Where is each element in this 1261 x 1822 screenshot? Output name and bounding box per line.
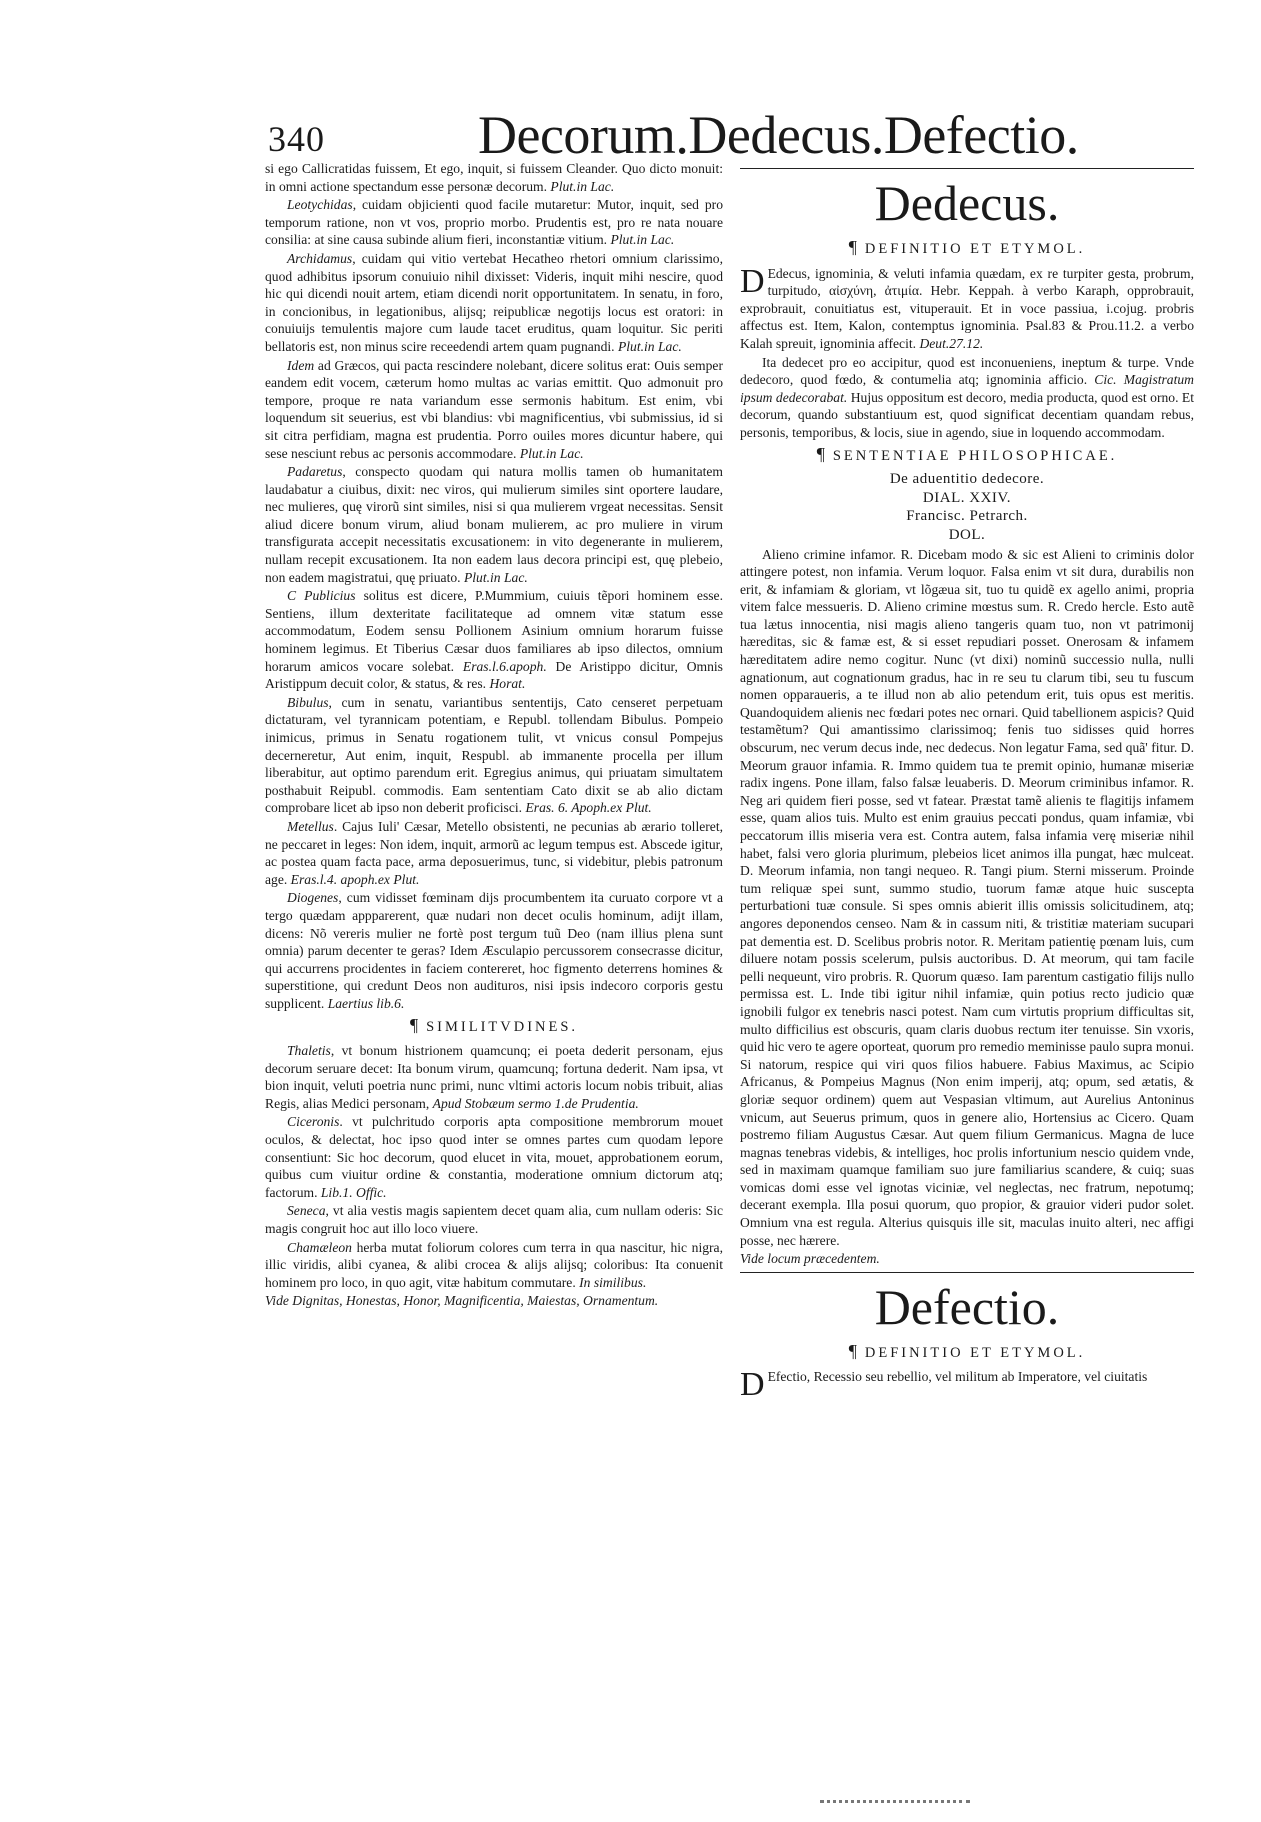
page-number: 340: [268, 119, 325, 159]
pilcrow-icon: ¶: [848, 237, 857, 257]
dialogue-author: Francisc. Petrarch.: [906, 508, 1028, 525]
running-head: Decorum.Dedecus.Defectio.: [478, 105, 1079, 165]
pilcrow-icon: ¶: [409, 1014, 419, 1035]
dialogue-title: De aduentitio dedecore.: [889, 471, 1045, 488]
page-edge-mark: [820, 1800, 970, 1809]
divider: [740, 168, 1194, 169]
paragraph: Ita dedecet pro eo accipitur, quod est inconueniens, ineptum & turpe. Vnde dedecoro, quod fœdo, & contumelia atq; ignominia afficio. Cic. Magistratum ipsum dedecorabat. Hujus oppositum est decoro, media producta, quod est orno. Et decorum, quando substantiuum est, quod significat decentiam quandam rebus, personis, temporibus, & locis, siue in agendo, siue in loquendo accommodam.: [740, 354, 1194, 440]
paragraph: Diogenes, cum vidisset fœminam dijs procumbentem ita curuato corpore vt a tergo quædam appparerent, quæ nudari non decet oculis hominum, adijt illam, dicens: Nõ vereris mulier ne fortè post tergum tuũ Deo (nam illius plena sunt omnia) parum decenter te geras? Idem Æsculapio percussorem consecrasse dicitur, qui accurrens procidentes in faciem contereret, hoc figmento deterrens homines & superstitione, qui credunt Deos non audituros, nisi ipsis indecoro corporis gestu supplicent. Laertius lib.6.: [265, 890, 723, 1011]
pilcrow-icon: ¶: [816, 443, 825, 464]
paragraph: Metellus. Cajus Iuli' Cæsar, Metello obsistenti, ne pecunias ab ærario tolleret, ne peccaret in leges: Non idem, inquit, armorũ ac legum tempus est. Abscede igitur, ac postea quam facta pace, arma deposuerimus, tunc, si videbitur, plebis patronum age. Eras.l.4. apoph.ex Plut.: [265, 818, 723, 887]
entry-heading-defectio: Defectio.: [874, 1278, 1060, 1335]
section-heading-definitio: ¶ DEFINITIO ET ETYMOL.: [848, 237, 1086, 257]
paragraph: Bibulus, cum in senatu, variantibus sententijs, Cato censeret perpetuam dictaturam, vel tyrannicam potentiam, e Republ. tollendam Bibulus. Pompeio inimicus, primus in Senatu rogationem tulit, vt vnicus consul Pompejus decerneretur, Aut enim, inquit, Respubl. ab immanente procella per illum liberabitur, aut optimo parendum erit. Egregius animus, qui priuatam simultatem posthabuit Reipubl. commodis. Eam sententiam Cato dixit se ab alio dictam comprobare licet ab ipso non deberit proficisci. Eras. 6. Apoph.ex Plut.: [265, 694, 723, 816]
paragraph: Chamæleon herba mutat foliorum colores cum terra in qua nascitur, hic nigra, illic viridis, alibi cyanea, & alibi crocea & alijs alijsq; coloribus: Ita conuenit hominem pro loco, in quo agit, vitæ habitum commutare. In similibus.: [265, 1239, 723, 1290]
paragraph: Idem ad Græcos, qui pacta rescindere nolebant, dicere solitus erat: Ouis semper eandem edit vocem, cæterum homo multas ac varias emittit. Quo admonuit pro tempore, proque re nata variandum esse sermonis habitum. Est enim, vbi loquendum sit seuerius, est vbi blandius: vbi magnificentius, vbi submissius, id si sit citra perfidiam, magna est prudentia. Porro ouiles mores dicuntur habere, qui sese nesciunt rebus ac personis accommodare. Plut.in Lac.: [265, 357, 723, 461]
entry-heading-dedecus: Dedecus.: [874, 175, 1060, 231]
divider: [740, 1272, 1194, 1273]
paragraph: Leotychidas, cuidam objicienti quod facile mutaretur: Mutor, inquit, sed pro temporum ratione, non vt vos, proprio morbo. Prudentis est, pro re nata nouare consilia: at sine causa subinde alium fieri, inconstantiæ vitium. Plut.in Lac.: [265, 197, 723, 248]
paragraph: Thaletis, vt bonum histrionem quamcunq; ei poeta dederit personam, ejus decorum seruare decet: Ita bonum virum, quamcunq; fortuna dederit. Nam ipsa, vt bion inquit, veluti poetria nunc primi, nunc vltimi actoris locum nobis tribuit, alias Regis, alias Medici personam, Apud Stobæum sermo 1.de Prudentia.: [265, 1043, 723, 1111]
drop-cap: D: [740, 1366, 765, 1404]
paragraph: D Edecus, ignominia, & veluti infamia quædam, ex re turpiter gesta, probrum, turpitudo, αἰσχύνη, ἀτιμία. Hebr. Keppah. à verbo Karaph, opprobrauit, exprobrauit, conuitiatus est, vituperauit. Et in voce passiua, i.cojug. probris affectus est. Item, Kalon, contemptus ignominia. Psal.83 & Prou.11.2. a verbo Kalah spreuit, ignominia affecit. Deut.27.12.: [740, 262, 1194, 351]
section-heading-sententiae: ¶ SENTENTIAE PHILOSOPHICAE.: [816, 443, 1118, 464]
right-column: [740, 164, 1194, 1404]
paragraph: si ego Callicratidas fuissem, Et ego, inquit, si fuissem Cleander. Quo dicto monuit: in omni actione spectandum esse personæ decorum. Plut.in Lac.: [265, 161, 723, 194]
paragraph: Alieno crimine infamor. R. Dicebam modo & sic est Alieni to criminis dolor attingere potest, non infamia. Verum loquor. Falsa enim vt sit dura, durabilis non erit, & infamiam & gloriam, vt lõgæua sit, tuo tu quidẽ ex agello animi, propria vitem falce messueris. D. Alieno crimine mœstus sum. R. Credo hercle. Esto autẽ tua lætus innocentia, nisi magis alieno tangeris quam tuo, non vt patrimonij hæreditas, sic & famæ est, & si esset repudiari posset. Onerosam & infamem hæreditatem adire nemo cogitur. Nunc (vt dixi) nominũ successio nulla, nulli agnationum, aut cognationum gradus, hac in re seu tu clarum tibi, seu tu fuscum nomen opparaueris, a te illud non ab alio petendum erit, tuis opus est meritis. Quandoquidem alienis nec fœdari potes nec ornari. Quid tabellionem aspicis? Quid testamẽtum? Qui amantissimo clarissimoq; fenis tuo sidisses quid horres obscurum, nec verum decus inde, nec dedecus. Non legatur Fama, sed quã' fitur. D. Meorum grauor infamia. R. Immo quidem tua te premit opinio, humanæ miseriæ radix ingens. Pone illam, falso falsæ leuaberis. D. Meorum criminibus infamor. R. Neg ari quidem fieri posse, sed vt fatear. Præstat tamẽ alienis te flagitijs infamem esse, quam alios tuis. Multo est enim grauius peccati pondus, quam infamiæ, vbi peccatorum illis miseria vera est. Contra autem, falsa infamia verę miseriæ nihil habet, falsi vero gloria plurimum, plebeios licet animos illa pungat, hæc mulceat. D. Meorum infamia, non tangi nequeo. R. Tangi pium. Sterni misserum. Proinde tum reliquæ spei sunt, summo studio, tuorum famæ atque huic suscepta perturbationi tuæ consule. Si spes omnis abierit illis omissis solicitudinem, atq; angores deponendos censeo. Nam & in cassum niti, & tristitiæ materiam sucupari pat dementia est. D. Scelibus probris notor. R. Meritam patientię pœnam luis, cum diluere notam possis scelerum, pulsis auctoribus. D. At meorum, qui tam facile pelli nequeunt, viro probris. R. Quorum quæso. Iam parentum castigatio filijs nullo permissa est. L. Inde tibi igitur nihil infamiæ, quin potius recto judicio quæ ignobili fulgor ex tenebris nasci potest. Nam cum virtutis proprium difficultas sit, multo difficilius est obscuris, quam claris duobus rectum iter tenuisse. Sin vxoris, quid hic vero te agere oporteat, quorum pro remedio meminisse paulo supra monui. Si natorum, respice qui viri quos filios habuere. Fabius Maximus, ac Scipio Africanus, & Pompeius Magnus (Non enim imperij, atq; opum, sed ætatis, & gloriæ sequor ordinem) quem aut Vespasian vltimum, aut Aurelius Antoninus vnicum, aut Seuerus primum, quos in genere alio, Hortensius ac Cicero. Quam postremo filiam Augustus Cæsar. Aut quem filium Germanicus. Magna de luce magnas tenebras videbis, & intelliges, hoc prolis infortunium nescio quidem vnde, sed in maximam quamque familiam suo jure familiarius scandere, & cuiq; suas vomicas domi esse vel ignotas viciniæ, vel neglectas, nec fratrum, nepotumq; decerant exempla. Illa posui quorum, quo propior, & grauior videri pudor solet. Omnium vna est regula. Alterius quisquis ille sit, maculas inuito alteri, nec affigi posse, nec hærere.: [740, 546, 1194, 1248]
cross-reference: Vide locum præcedentem.: [740, 1251, 880, 1267]
cross-reference: Vide Dignitas, Honestas, Honor, Magnificentia, Maiestas, Ornamentum.: [265, 1293, 659, 1309]
paragraph: C Publicius solitus est dicere, P.Mummium, cuiuis tẽpori hominem esse. Sentiens, illum dexteritate facilitateque ad omnem vitæ statum esse accommodatum, Eodem sensu Pollionem Asinium omnium horarum fuisse hominem legimus. Et Tiberius Cæsar duos familiares ab ipso dilectos, omnium horarum amicos vocare solebat. Eras.l.6.apoph. De Aristippo dicitur, Omnis Aristippum decuit color, & status, & res. Horat.: [265, 588, 723, 692]
section-heading-similitudines: ¶ SIMILITVDINES.: [409, 1014, 579, 1035]
section-heading-definitio: ¶ DEFINITIO ET ETYMOL.: [848, 1340, 1086, 1361]
paragraph: Archidamus, cuidam qui vitio vertebat Hecatheo rhetori omnium clarissimo, quod adhibitus ipsorum conuiuio nihil dixisset: Videris, inquit mihi nescire, quod hic qui dicendi nouit artem, etiam dicendi norit opportunitatem. In senatu, in foro, in concionibus, in legationibus, alijsq; reipublicæ negotijs locus est oratori: in conuiuijs temulentis majore cum laude tacet eruditus, quam loquitur. Sic periti bellatoris est, non minus scire receedendi artem quam pugnandi. Plut.in Lac.: [265, 250, 723, 354]
left-column: [265, 160, 723, 1311]
paragraph: Ciceronis. vt pulchritudo corporis apta compositione membrorum mouet oculos, & delectat, hoc ipso quod inter se omnes partes cum quodam lepore consentiunt: Sic hoc decorum, quod elucet in vita, mouet, approbationem eorum, quibus cum viuitur ordine & constantia, moderatione omnium dictorum atq; factorum. Lib.1. Offic.: [265, 1114, 723, 1200]
pilcrow-icon: ¶: [848, 1340, 857, 1361]
drop-cap: D: [740, 262, 765, 300]
dialogue-speaker: DOL.: [948, 526, 986, 543]
paragraph: D Efectio, Recessio seu rebellio, vel militum ab Imperatore, vel ciuitatis: [740, 1366, 1148, 1404]
paragraph: Padaretus, conspecto quodam qui natura mollis tamen ob humanitatem laudabatur a ciuibus, dixit: nec viros, qui mulierum similes sint oportere laudare, nec mulieres, quę virorũ sint similes, nisi si qua mulierem vrgeat necessitas. Sensit aliud dicere bonum virum, aliud bonam mulierem, ac pro muliere in virum transfigurata accepit necessitatis excusationem: in vito degenerante in mulierem, nullam recepit excusationem. Ita non eadem laus decora principi est, quę plebeio, non eadem magistratui, quę priuato. Plut.in Lac.: [265, 464, 723, 585]
paragraph: Seneca, vt alia vestis magis sapientem decet quam alia, cum nullam oderis: Sic magis congruit hoc aut illo loco viuere.: [265, 1203, 723, 1237]
dialogue-number: DIAL. XXIV.: [922, 489, 1012, 506]
